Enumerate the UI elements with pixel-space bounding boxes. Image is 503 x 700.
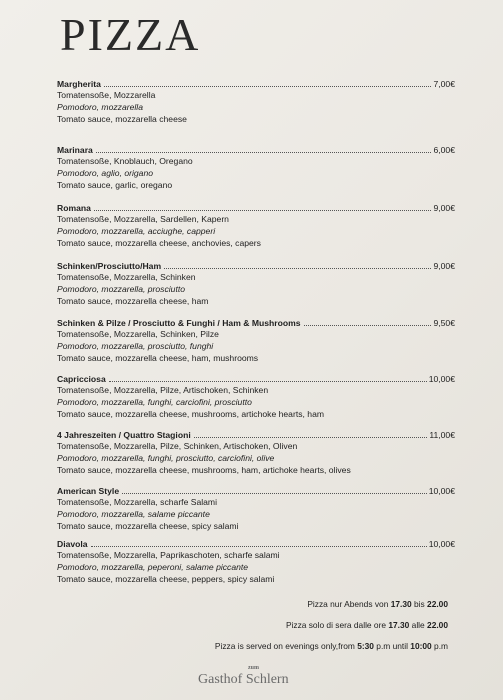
opening-hours-notes [215,598,448,661]
item-desc-it: Pomodoro, mozzarella, salame piccante [57,508,210,519]
item-desc-de: Tomatensoße, Knoblauch, Oregano [57,156,193,166]
item-name: 4 Jahreszeiten / Quattro Stagioni [57,430,191,440]
leader-dots [122,493,427,494]
item-price: 10,00€ [428,374,455,384]
item-desc-en: Tomato sauce, mozzarella cheese, spicy salami [57,520,239,531]
gasthof-logo [198,665,289,688]
item-desc-it: Pomodoro, mozzarella, peperoni, salame piccante [57,561,249,572]
item-desc-en: Tomato sauce, mozzarella cheese [57,113,187,124]
menu-item [57,78,455,144]
item-desc-it: Pomodoro, mozzarella, prosciutto, funghi [57,340,214,351]
menu-item [57,144,455,202]
item-desc-de: Tomatensoße, Mozzarella, Schinken [57,272,196,282]
leader-dots [194,437,428,438]
menu-list [57,78,455,590]
item-desc-it: Pomodoro, mozzarella, funghi, carciofini, prosciutto [57,396,252,407]
menu-item [57,429,455,485]
item-desc-it: Pomodoro, mozzarella, acciughe, capperi [57,225,216,236]
item-name: Schinken & Pilze / Prosciutto & Funghi / Ham & Mushrooms [57,318,301,328]
note-german: Pizza nur Abends von 17.30 bis 22.00 [307,599,448,609]
item-price: 10,00€ [428,486,455,496]
leader-dots [304,325,432,326]
item-desc-en: Tomato sauce, mozzarella cheese, peppers, spicy salami [57,573,275,584]
item-price: 11,00€ [429,430,455,440]
leader-dots [109,381,427,382]
item-desc-de: Tomatensoße, Mozzarella, Pilze, Artischoken, Schinken [57,385,269,395]
item-name: Diavola [57,539,88,549]
item-desc-en: Tomato sauce, mozzarella cheese, ham, mushrooms [57,352,259,363]
item-name: Schinken/Prosciutto/Ham [57,261,162,271]
item-desc-it: Pomodoro, mozzarella, funghi, prosciutto, carciofini, olive [57,452,275,463]
item-desc-de: Tomatensoße, Mozzarella [57,90,156,100]
menu-item [57,485,455,538]
item-desc-de: Tomatensoße, Mozzarella, scharfe Salami [57,497,218,507]
item-name: Margherita [57,79,101,89]
leader-dots [91,546,427,547]
menu-item [57,373,455,429]
leader-dots [94,210,432,211]
item-name: Capricciosa [57,374,106,384]
item-desc-en: Tomato sauce, garlic, oregano [57,179,173,190]
item-price: 9,00€ [433,203,455,213]
item-desc-en: Tomato sauce, mozzarella cheese, anchovies, capers [57,237,261,248]
logo-text: Gasthof Schlern [198,672,289,687]
item-price: 9,00€ [433,261,455,271]
note-english: Pizza is served on evenings only,from 5:30 p.m until 10:00 p.m [214,641,448,651]
item-price: 6,00€ [433,145,455,155]
page-title: PIZZA [60,9,201,60]
item-desc-en: Tomato sauce, mozzarella cheese, ham [57,295,209,306]
item-price: 7,00€ [433,79,455,89]
item-desc-en: Tomato sauce, mozzarella cheese, mushrooms, ham, artichoke hearts, olives [57,464,351,475]
item-name: Romana [57,203,91,213]
item-desc-de: Tomatensoße, Mozzarella, Sardellen, Kapern [57,214,229,224]
item-price: 9,50€ [433,318,455,328]
item-desc-en: Tomato sauce, mozzarella cheese, mushrooms, artichoke hearts, ham [57,408,325,419]
item-name: Marinara [57,145,93,155]
note-italian: Pizza solo di sera dalle ore 17.30 alle 22.00 [285,620,448,630]
leader-dots [164,268,431,269]
menu-item [57,202,455,260]
item-name: American Style [57,486,120,496]
menu-item [57,317,455,373]
item-desc-de: Tomatensoße, Mozzarella, Schinken, Pilze [57,329,219,339]
item-desc-it: Pomodoro, aglio, origano [57,167,154,178]
menu-item [57,260,455,317]
item-desc-it: Pomodoro, mozzarella [57,101,143,112]
item-price: 10,00€ [428,539,455,549]
leader-dots [96,152,432,153]
item-desc-de: Tomatensoße, Mozzarella, Paprikaschoten, scharfe salami [57,550,280,560]
item-desc-it: Pomodoro, mozzarella, prosciutto [57,283,186,294]
menu-item [57,538,455,590]
logo-zum: zum [248,665,259,671]
leader-dots [104,86,432,87]
item-desc-de: Tomatensoße, Mozzarella, Pilze, Schinken, Artischoken, Oliven [57,441,298,451]
